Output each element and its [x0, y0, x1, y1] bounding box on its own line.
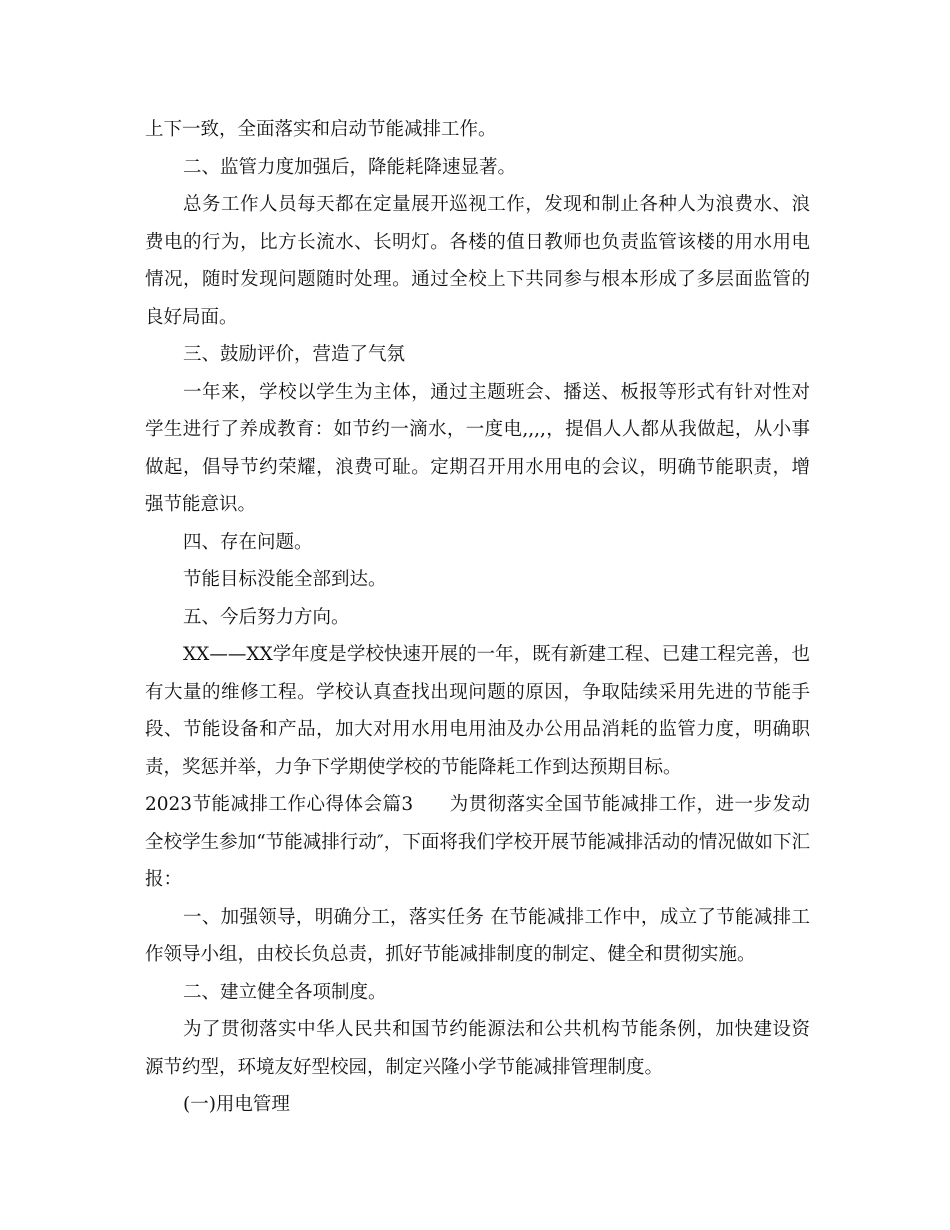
section3-paragraph [145, 786, 810, 899]
paragraph: 一年来，学校以学生为主体，通过主题班会、播送、板报等形式有针对性对学生进行了养成教育：如节约一滴水，一度电,,,,，提倡人人都从我做起，从小事做起，倡导节约荣耀，浪费可耻。定期召开用水用电的会议，明确节能职责，增强节能意识。 [145, 381, 810, 515]
paragraph: 一、加强领导，明确分工，落实任务 在节能减排工作中，成立了节能减排工作领导小组，由校长负总责，抓好节能减排制度的制定、健全和贯彻实施。 [145, 906, 810, 965]
paragraph: 节能目标没能全部到达。 [183, 569, 387, 590]
paragraph: XX——XX学年度是学校快速开展的一年，既有新建工程、已建工程完善，也有大量的维修工程。学校认真查找出现问题的原因，争取陆续采用先进的节能手段、节能设备和产品，加大对用水用电用油及办公用品消耗的监管力度，明确职责，奖惩并举，力争下学期使学校的节能降耗工作到达预期目标。 [145, 644, 810, 778]
paragraph: 为了贯彻落实中华人民共和国节约能源法和公共机构节能条例，加快建设资源节约型，环境友好型校园，制定兴隆小学节能减排管理制度。 [145, 1019, 810, 1078]
section-heading: 四、存在问题。 [183, 531, 313, 553]
section-heading: 五、今后努力方向。 [183, 606, 350, 628]
subsection-heading: (一)用电管理 [183, 1094, 290, 1115]
section3-heading: 2023节能减排工作心得体会篇3 [145, 794, 414, 815]
section3-intro: 为贯彻落实全国节能减排工作，进一步发动全校学生参加“节能减排行动″，下面将我们学校开展节能减排活动的情况做如下汇报： [145, 794, 810, 890]
section-heading: 二、监管力度加强后，降能耗降速显著。 [183, 156, 517, 178]
paragraph: 上下一致，全面落实和启动节能减排工作。 [145, 119, 497, 140]
document-body [145, 111, 810, 1124]
paragraph: 总务工作人员每天都在定量展开巡视工作，发现和制止各种人为浪费水、浪费电的行为，比方长流水、长明灯。各楼的值日教师也负责监管该楼的用水用电情况，随时发现问题随时处理。通过全校上下共同参与根本形成了多层面监管的良好局面。 [145, 194, 810, 328]
section-heading: 二、建立健全各项制度。 [183, 981, 387, 1003]
section-heading: 三、鼓励评价，营造了气氛 [183, 344, 406, 365]
